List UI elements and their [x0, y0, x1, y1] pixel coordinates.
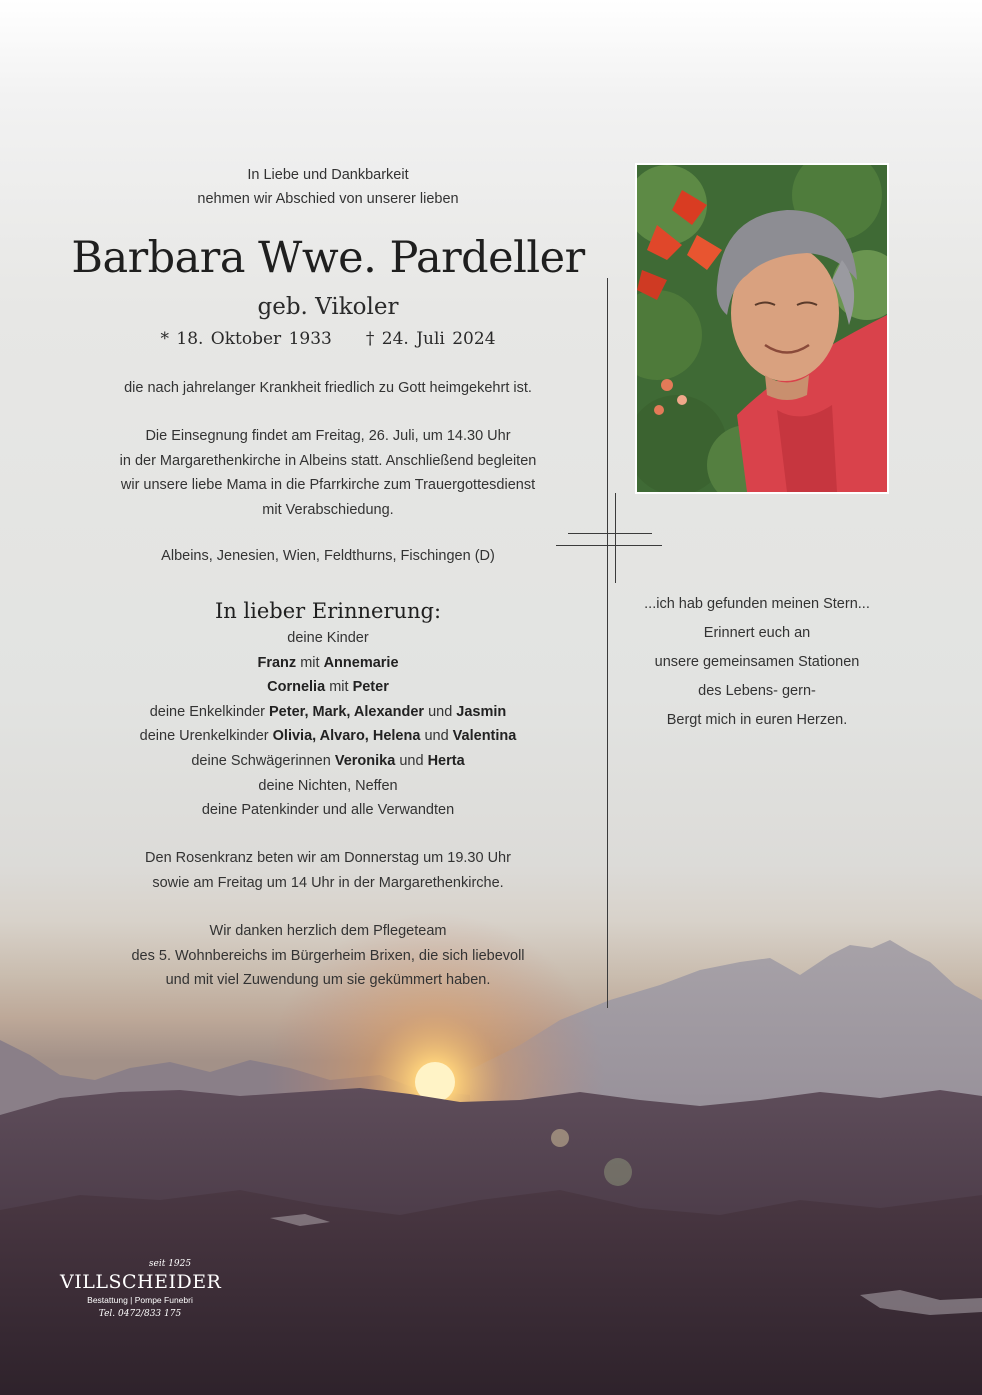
- connector-text: und: [428, 703, 453, 720]
- quote-line-1: ...ich hab gefunden meinen Stern...: [644, 596, 870, 612]
- mourner-line-schwaeger: [80, 749, 576, 774]
- thanks-line-1: Wir danken herzlich dem Pflegeteam: [209, 923, 447, 939]
- cross-horizontal-line-lower: [556, 545, 662, 546]
- intro-line-1: In Liebe und Dankbarkeit: [247, 167, 409, 183]
- logo-brand: VILLSCHEIDER: [60, 1271, 222, 1293]
- quote-line-4: des Lebens- gern-: [698, 683, 816, 699]
- thanks-text: [80, 919, 576, 993]
- cross-vertical-line-offset: [615, 493, 616, 583]
- mourner-line-nichten: deine Nichten, Neffen: [258, 777, 398, 794]
- rosary-info: [80, 846, 576, 895]
- funeral-info: [80, 424, 576, 522]
- connector-text: und: [399, 752, 424, 769]
- mourner-name: Olivia, Alvaro, Helena: [272, 728, 421, 745]
- mourner-name: Peter: [352, 679, 389, 696]
- mourner-line-paten: deine Patenkinder und alle Verwandten: [201, 802, 455, 819]
- funeral-line-4: mit Verabschiedung.: [262, 501, 394, 518]
- cross-vertical-line: [607, 278, 608, 1008]
- funeral-line-3: wir unsere liebe Mama in die Pfarrkirche zum Trauergottesdienst: [120, 477, 536, 493]
- connector-text: mit: [329, 679, 349, 696]
- quote-line-5: Bergt mich in euren Herzen.: [666, 712, 848, 728]
- mourner-line-kinder: deine Kinder: [287, 630, 369, 646]
- maiden-name: geb. Vikoler: [257, 294, 399, 320]
- mourners-list: [80, 626, 576, 823]
- birth-date: * 18. Oktober 1933: [160, 329, 332, 349]
- rosary-line-2: sowie am Freitag um 14 Uhr in der Margarethenkirche.: [152, 874, 504, 891]
- rosary-line-1: Den Rosenkranz beten wir am Donnerstag um 19.30 Uhr: [145, 850, 511, 866]
- logo-phone: Tel. 0472/833 175: [98, 1309, 182, 1319]
- connector-text: und: [424, 728, 449, 745]
- relation-text: deine Urenkelkinder: [139, 728, 269, 745]
- mourner-name: Herta: [427, 752, 465, 769]
- quote-line-3: unsere gemeinsamen Stationen: [654, 654, 860, 670]
- quote-line-2: Erinnert euch an: [703, 625, 811, 641]
- relation-text: deine Enkelkinder: [149, 703, 265, 720]
- mourner-line-cornelia: [80, 675, 576, 700]
- portrait-photo: [635, 163, 889, 494]
- relation-text: deine Schwägerinnen: [191, 752, 331, 769]
- intro-text: [80, 163, 576, 211]
- mourner-name: Veronika: [334, 752, 396, 769]
- mourner-name: Valentina: [452, 728, 517, 745]
- funeral-line-2: in der Margarethenkirche in Albeins statt. Anschließend begleiten: [119, 452, 537, 469]
- funeral-line-1: Die Einsegnung findet am Freitag, 26. Juli, um 14.30 Uhr: [145, 428, 511, 444]
- logo-since: seit 1925: [148, 1259, 192, 1269]
- mourner-name: Jasmin: [456, 703, 507, 720]
- places-line: Albeins, Jenesien, Wien, Feldthurns, Fischingen (D): [161, 548, 495, 564]
- memory-title: In lieber Erinnerung:: [214, 599, 442, 623]
- quote-text: [612, 590, 902, 735]
- passing-line: die nach jahrelanger Krankheit friedlich zu Gott heimgekehrt ist.: [124, 380, 532, 396]
- mourner-name: Peter, Mark, Alexander: [269, 703, 425, 720]
- death-date: † 24. Juli 2024: [365, 329, 496, 349]
- thanks-line-2: des 5. Wohnbereichs im Bürgerheim Brixen, die sich liebevoll: [131, 947, 525, 964]
- mourner-name: Annemarie: [323, 654, 399, 671]
- life-dates: [80, 325, 576, 353]
- cross-horizontal-line-upper: [568, 533, 652, 534]
- deceased-name: Barbara Wwe. Pardeller: [71, 233, 585, 283]
- connector-text: mit: [300, 654, 320, 671]
- intro-line-2: nehmen wir Abschied von unserer lieben: [197, 191, 459, 207]
- mourner-line-franz: [80, 651, 576, 676]
- mourner-line-enkel: [80, 700, 576, 725]
- mourner-name: Cornelia: [267, 679, 326, 696]
- portrait-illustration: [637, 165, 887, 492]
- funeral-home-logo: [60, 1258, 220, 1322]
- mourner-line-urenkel: [80, 724, 576, 749]
- thanks-line-3: und mit viel Zuwendung um sie gekümmert haben.: [165, 972, 491, 988]
- mourner-name: Franz: [257, 654, 297, 671]
- logo-subtitle: Bestattung | Pompe Funebri: [87, 1295, 193, 1305]
